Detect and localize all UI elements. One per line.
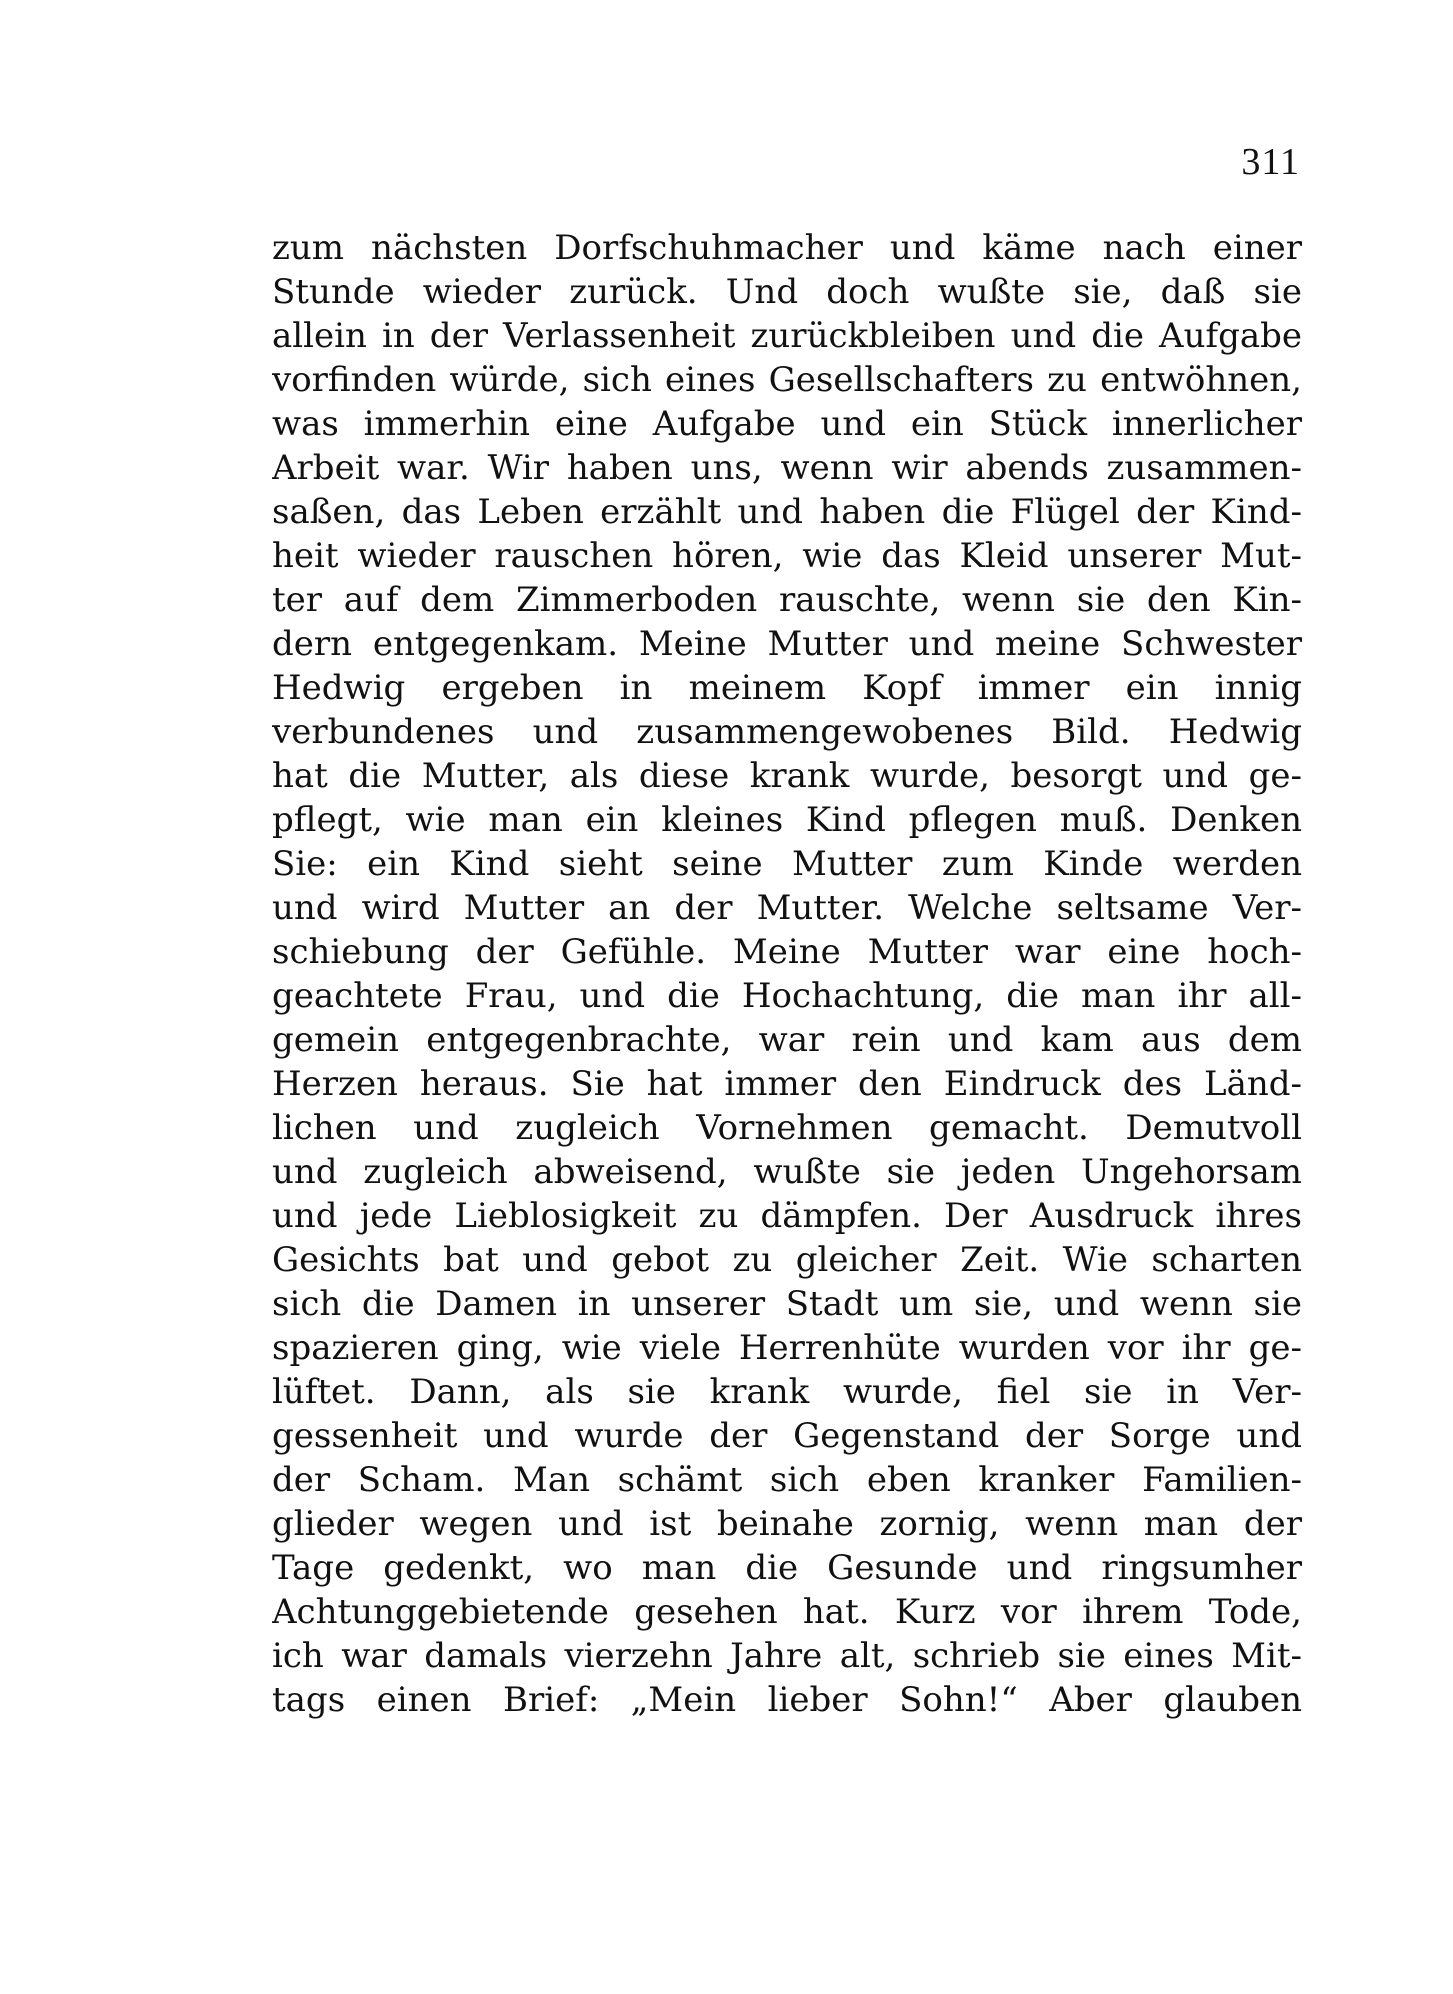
text-line: Tage gedenkt, wo man die Gesunde und ringsumher: [272, 1548, 1302, 1588]
text-line: geachtete Frau, und die Hochachtung, die man ihr all-: [272, 976, 1302, 1016]
text-line: heit wieder rauschen hören, wie das Kleid unserer Mut-: [272, 536, 1302, 576]
page-number: 311: [1241, 141, 1300, 183]
text-line: und zugleich abweisend, wußte sie jeden Ungehorsam: [272, 1152, 1302, 1192]
text-line: Herzen heraus. Sie hat immer den Eindruck des Länd-: [272, 1064, 1302, 1104]
text-line: vorfinden würde, sich eines Gesellschafters zu entwöhnen,: [272, 360, 1302, 400]
text-line: dern entgegenkam. Meine Mutter und meine Schwester: [272, 624, 1302, 664]
text-line: lüftet. Dann, als sie krank wurde, fiel sie in Ver-: [272, 1372, 1302, 1412]
text-line: gemein entgegenbrachte, war rein und kam aus dem: [272, 1020, 1302, 1060]
text-line: Hedwig ergeben in meinem Kopf immer ein innig: [272, 668, 1302, 708]
text-line: gessenheit und wurde der Gegenstand der Sorge und: [272, 1416, 1302, 1456]
text-line: sich die Damen in unserer Stadt um sie, und wenn sie: [272, 1284, 1302, 1324]
body-text: [272, 226, 1302, 1722]
text-line: ter auf dem Zimmerboden rauschte, wenn sie den Kin-: [272, 580, 1302, 620]
text-line: und wird Mutter an der Mutter. Welche seltsame Ver-: [272, 888, 1302, 928]
text-line: und jede Lieblosigkeit zu dämpfen. Der Ausdruck ihres: [272, 1196, 1302, 1236]
text-line: schiebung der Gefühle. Meine Mutter war eine hoch-: [272, 932, 1302, 972]
text-line: zum nächsten Dorfschuhmacher und käme nach einer: [272, 228, 1302, 268]
text-line: spazieren ging, wie viele Herrenhüte wurden vor ihr ge-: [272, 1328, 1302, 1368]
text-line: ich war damals vierzehn Jahre alt, schrieb sie eines Mit-: [272, 1636, 1302, 1676]
text-line: Gesichts bat und gebot zu gleicher Zeit. Wie scharten: [272, 1240, 1302, 1280]
text-line: lichen und zugleich Vornehmen gemacht. Demutvoll: [272, 1108, 1302, 1148]
text-line: der Scham. Man schämt sich eben kranker Familien-: [272, 1460, 1302, 1500]
text-line: hat die Mutter, als diese krank wurde, besorgt und ge-: [272, 756, 1302, 796]
text-line: verbundenes und zusammengewobenes Bild. Hedwig: [272, 712, 1302, 752]
text-line: saßen, das Leben erzählt und haben die Flügel der Kind-: [272, 492, 1302, 532]
text-line: Stunde wieder zurück. Und doch wußte sie, daß sie: [272, 272, 1302, 312]
text-line: Sie: ein Kind sieht seine Mutter zum Kinde werden: [272, 844, 1302, 884]
text-line: was immerhin eine Aufgabe und ein Stück innerlicher: [272, 404, 1302, 444]
text-line: Achtunggebietende gesehen hat. Kurz vor ihrem Tode,: [272, 1592, 1302, 1632]
text-line: pflegt, wie man ein kleines Kind pflegen muß. Denken: [272, 800, 1302, 840]
text-line: allein in der Verlassenheit zurückbleiben und die Aufgabe: [272, 316, 1302, 356]
text-line: glieder wegen und ist beinahe zornig, wenn man der: [272, 1504, 1302, 1544]
text-line: Arbeit war. Wir haben uns, wenn wir abends zusammen-: [272, 448, 1302, 488]
text-line: tags einen Brief: „Mein lieber Sohn!“ Aber glauben: [272, 1680, 1302, 1720]
